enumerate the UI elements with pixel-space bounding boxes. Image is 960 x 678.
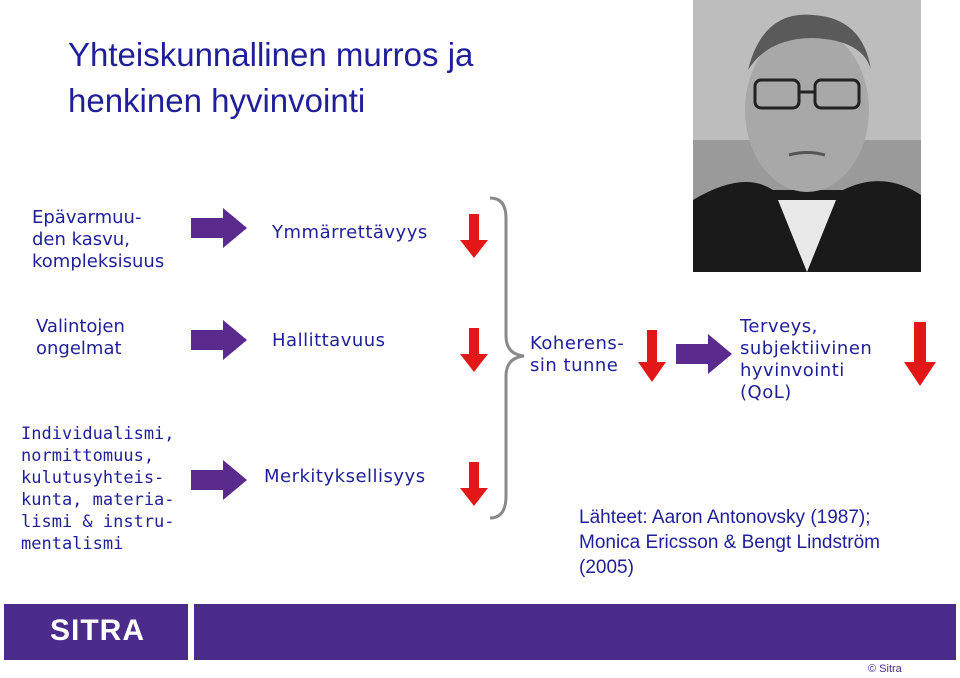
- footer-bar: [194, 604, 956, 660]
- grouping-brace: [488, 196, 528, 522]
- cause-text: ongelmat: [36, 338, 122, 359]
- right-arrow-icon: [191, 320, 247, 360]
- portrait-photo: [693, 0, 921, 272]
- sitra-logo: SITRA: [50, 614, 145, 647]
- down-arrow-icon: [460, 328, 488, 372]
- cause-text: den kasvu,: [32, 229, 130, 250]
- cause-text: mentalismi: [21, 534, 124, 554]
- cause-text: normittomuus,: [21, 446, 155, 466]
- title-line-1: Yhteiskunnallinen murros ja: [68, 36, 474, 73]
- sources-line: Lähteet: Aaron Antonovsky (1987);: [579, 507, 871, 528]
- cause-text: kulutusyhteis-: [21, 468, 165, 488]
- outcome-text: (QoL): [740, 382, 792, 403]
- coherence-text: sin tunne: [530, 355, 619, 376]
- sources-line: (2005): [579, 557, 634, 578]
- down-arrow-icon: [638, 330, 666, 382]
- coherence-text: Koherens-: [530, 333, 625, 354]
- cause-choices: [36, 316, 206, 360]
- sources-note: [579, 505, 949, 580]
- cause-text: Valintojen: [36, 316, 125, 337]
- down-arrow-icon: [460, 214, 488, 258]
- cause-text: Epävarmuu-: [32, 207, 142, 228]
- label-manageability: Hallittavuus: [272, 330, 386, 351]
- right-arrow-icon: [191, 208, 247, 248]
- label-sense-of-coherence: [530, 333, 650, 377]
- right-arrow-icon: [191, 460, 247, 500]
- cause-text: kompleksisuus: [32, 251, 165, 272]
- page-title: [68, 32, 668, 124]
- cause-individualism: [21, 423, 201, 555]
- right-arrow-icon: [676, 334, 732, 374]
- cause-text: Individualismi,: [21, 424, 175, 444]
- cause-text: lismi & instru-: [21, 512, 175, 532]
- cause-text: kunta, materia-: [21, 490, 175, 510]
- label-health-qol: [740, 316, 910, 404]
- down-arrow-icon: [904, 322, 936, 386]
- title-line-2: henkinen hyvinvointi: [68, 82, 366, 119]
- down-arrow-icon: [460, 462, 488, 506]
- cause-uncertainty: [32, 207, 202, 273]
- label-meaningfulness: Merkityksellisyys: [264, 466, 426, 487]
- label-comprehensibility: Ymmärrettävyys: [272, 222, 428, 243]
- sources-line: Monica Ericsson & Bengt Lindström: [579, 532, 880, 553]
- outcome-text: Terveys,: [740, 316, 818, 337]
- outcome-text: hyvinvointi: [740, 360, 845, 381]
- outcome-text: subjektiivinen: [740, 338, 873, 359]
- copyright-text: © Sitra: [868, 663, 902, 675]
